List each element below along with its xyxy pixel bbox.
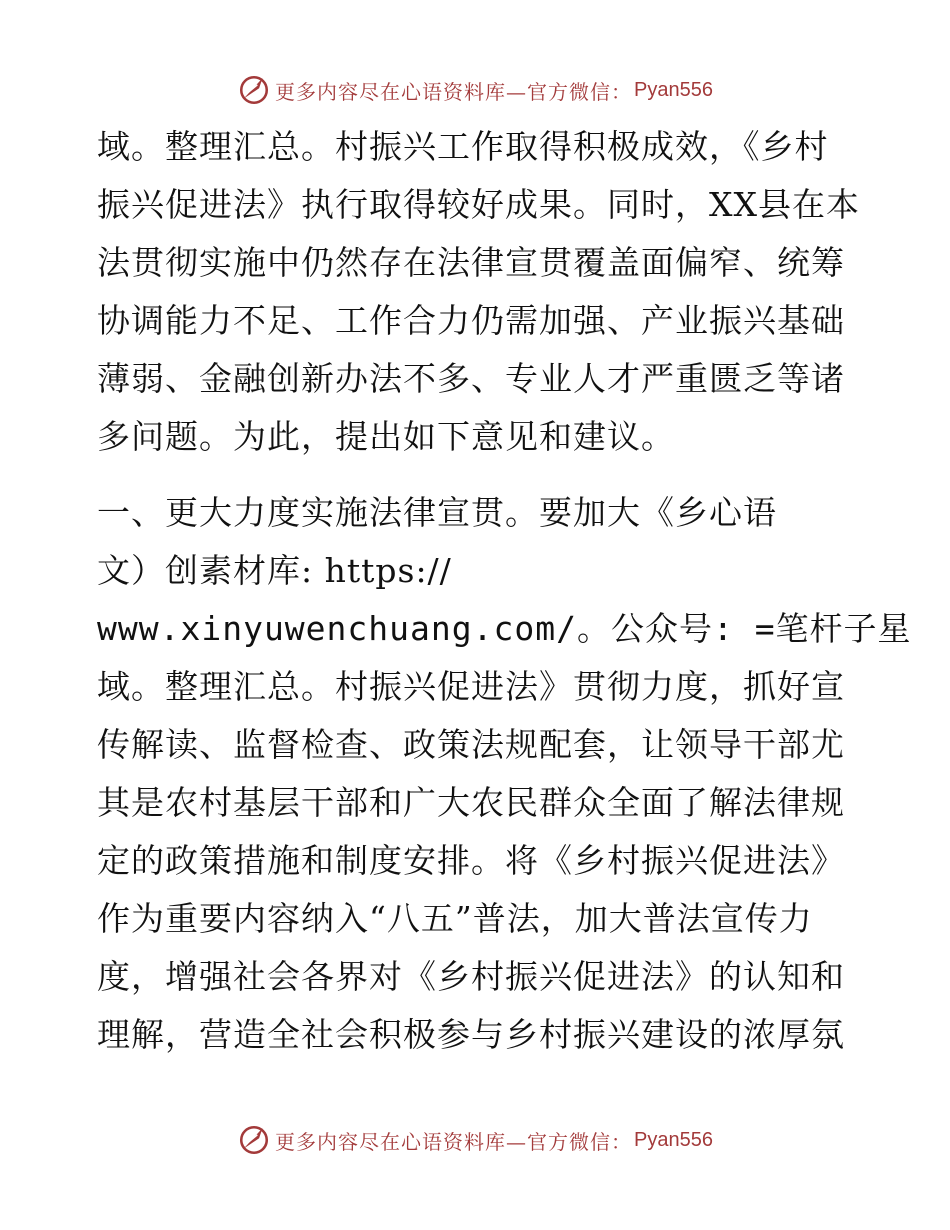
- header-banner-text: 更多内容尽在心语资料库—官方微信：: [275, 79, 633, 104]
- text-line: 域。整理汇总。村振兴促进法》贯彻力度，抓好宣: [97, 667, 845, 706]
- text-line: 薄弱、金融创新办法不多、专业人才严重匮乏等诸: [97, 359, 845, 398]
- text-line: 协调能力不足、工作合力仍需加强、产业振兴基础: [97, 301, 845, 340]
- text-line: 度，增强社会各界对《乡村振兴促进法》的认知和: [97, 957, 845, 996]
- text-line: 法贯彻实施中仍然存在法律宣贯覆盖面偏窄、统筹: [97, 243, 845, 282]
- text-line: 多问题。为此，提出如下意见和建议。: [97, 417, 675, 456]
- section-heading-line: 一、更大力度实施法律宣贯。要加大《乡心语: [97, 493, 777, 532]
- footer-banner-id: Pyan556: [634, 1128, 713, 1151]
- text-line: 域。整理汇总。村振兴工作取得积极成效，《乡村: [97, 127, 829, 166]
- text-line: 文）创素材库: https://: [97, 551, 452, 590]
- text-line: 理解，营造全社会积极参与乡村振兴建设的浓厚氛: [97, 1015, 845, 1054]
- text-line: 传解读、监督检查、政策法规配套，让领导干部尤: [97, 725, 845, 764]
- quill-logo-icon: [237, 1123, 271, 1157]
- header-banner-id: Pyan556: [634, 78, 713, 101]
- url-line: www.xinyuwenchuang.com/。公众号: =笔杆子星: [97, 609, 912, 648]
- footer-banner-text: 更多内容尽在心语资料库—官方微信：: [275, 1129, 633, 1154]
- text-line: 定的政策措施和制度安排。将《乡村振兴促进法》: [97, 841, 845, 880]
- text-line: 其是农村基层干部和广大农民群众全面了解法律规: [97, 783, 845, 822]
- footer-banner: [0, 1120, 950, 1160]
- header-banner: [0, 70, 950, 110]
- quill-logo-icon: [237, 73, 271, 107]
- text-line: 作为重要内容纳入“八五”普法，加大普法宣传力: [97, 899, 813, 938]
- text-line: 振兴促进法》执行取得较好成果。同时，XX县在本: [97, 185, 860, 224]
